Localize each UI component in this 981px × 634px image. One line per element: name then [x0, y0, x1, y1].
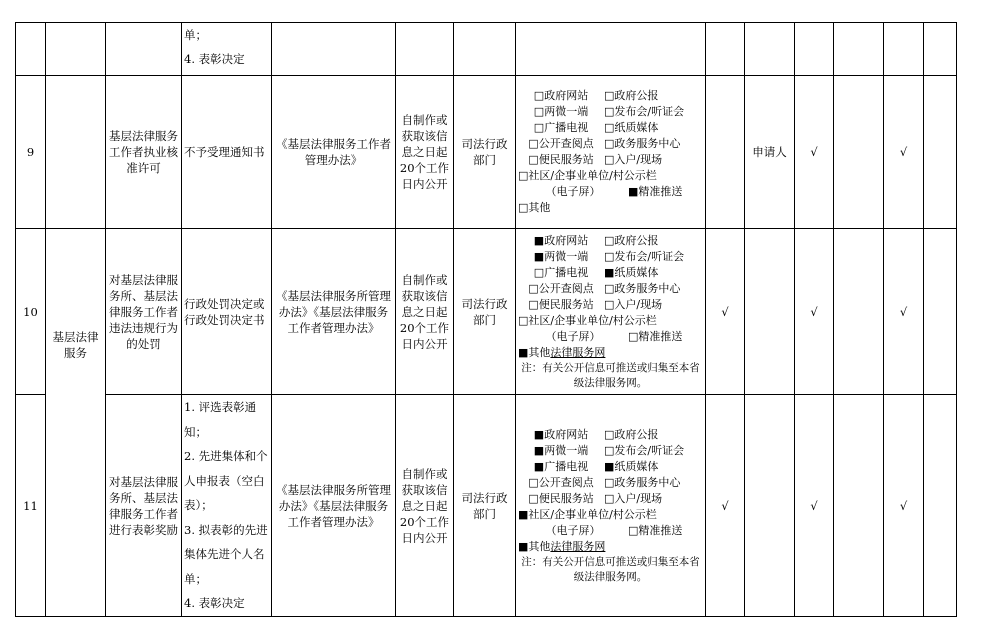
channel-gov-website: ■政府网站 — [533, 233, 589, 247]
legal-basis: 《基层法律服务所管理办法》《基层法律服务工作者管理办法》 — [272, 229, 396, 395]
channel-radio-tv: □广播电视 — [533, 121, 589, 134]
channel-press-hearing: □发布会/听证会 — [604, 105, 685, 118]
channel-service-center: □政务服务中心 — [604, 137, 681, 150]
doc-line: 3. 拟表彰的先进 — [184, 522, 268, 537]
check-mark: √ — [884, 229, 924, 395]
content-cell — [182, 23, 272, 76]
disclosure-timing: 自制作或获取该信息之日起20个工作日内公开 — [396, 76, 454, 229]
disclosure-timing: 自制作或获取该信息之日起20个工作日内公开 — [396, 229, 454, 395]
channel-service-center: □政务服务中心 — [604, 281, 681, 295]
channel-push: □精准推送 — [628, 329, 683, 343]
row-no-cell — [16, 23, 46, 76]
doc-line: 1. 评选表彰通 — [184, 400, 257, 415]
channel-two-micro: ■两微一端 — [533, 249, 589, 263]
channel-gov-gazette: □政府公报 — [604, 233, 659, 247]
disclosure-object — [745, 229, 795, 395]
channel-service-center: □政务服务中心 — [604, 475, 681, 489]
channel-paper-media: ■纸质媒体 — [604, 265, 659, 279]
domain-cell — [46, 23, 106, 76]
disclosure-content: 行政处罚决定或行政处罚决定书 — [182, 229, 272, 395]
disclosure-table — [15, 22, 957, 617]
channel-paper-media: □纸质媒体 — [604, 121, 659, 134]
row-no: 10 — [16, 229, 46, 395]
channel-door: □入户/现场 — [604, 491, 663, 505]
channel-bulletin: ■社区/企事业单位/村公示栏 — [518, 507, 657, 521]
channel-reading-point: □公开查阅点 — [528, 475, 594, 489]
table-row — [16, 395, 957, 617]
channel-press-hearing: □发布会/听证会 — [604, 249, 685, 263]
check-mark: √ — [795, 395, 834, 617]
doc-line: 人申报表（空白 — [184, 473, 265, 488]
table-row — [16, 76, 957, 229]
row-no: 11 — [16, 395, 46, 617]
item-name: 基层法律服务工作者执业核准许可 — [106, 76, 182, 229]
channel-convenience: □便民服务站 — [528, 297, 594, 311]
doc-line: 表）； — [184, 498, 213, 513]
channel-screen: （电子屏） — [545, 329, 601, 343]
channel-press-hearing: □发布会/听证会 — [604, 443, 685, 457]
doc-line: 2. 先进集体和个 — [184, 449, 268, 464]
item-cell — [106, 23, 182, 76]
domain-cell-empty — [46, 76, 106, 229]
channel-door: □入户/现场 — [604, 153, 663, 166]
channel-legal-network: 法律服务网 — [550, 345, 606, 359]
channel-push: □精准推送 — [628, 523, 683, 537]
item-name: 对基层法律服务所、基层法律服务工作者进行表彰奖励 — [106, 395, 182, 617]
check-mark: √ — [795, 76, 834, 229]
service-domain: 基层法律服务 — [46, 229, 106, 617]
channel-screen: （电子屏） — [545, 523, 601, 537]
channel-gov-website: □政府网站 — [533, 89, 589, 102]
disclosure-subject: 司法行政部门 — [454, 76, 516, 229]
check-mark: √ — [795, 229, 834, 395]
channel-note: 注：有关公开信息可推送或归集至本省级法律服务网。 — [521, 361, 700, 389]
disclosure-timing: 自制作或获取该信息之日起20个工作日内公开 — [396, 395, 454, 617]
channel-push: ■精准推送 — [628, 185, 683, 198]
disclosure-content: 不予受理通知书 — [182, 76, 272, 229]
table-row — [16, 23, 957, 76]
disclosure-channels — [516, 76, 706, 229]
channel-bulletin: □社区/企事业单位/村公示栏 — [518, 169, 657, 182]
doc-line: 4. 表彰决定 — [184, 52, 245, 66]
item-name: 对基层法律服务所、基层法律服务工作者违法违规行为的处罚 — [106, 229, 182, 395]
channel-radio-tv: ■广播电视 — [533, 459, 589, 473]
disclosure-subject: 司法行政部门 — [454, 229, 516, 395]
table-row — [16, 229, 957, 395]
channel-other: ■其他 — [518, 345, 551, 359]
doc-line: 单； — [184, 28, 207, 42]
disclosure-object: 申请人 — [745, 76, 795, 229]
channel-gov-gazette: □政府公报 — [604, 427, 659, 441]
legal-basis: 《基层法律服务工作者管理办法》 — [272, 76, 396, 229]
doc-line: 4. 表彰决定 — [184, 596, 245, 611]
channel-screen: （电子屏） — [545, 185, 601, 198]
channel-gov-gazette: □政府公报 — [604, 89, 659, 102]
channel-other: □其他 — [518, 201, 551, 214]
check-mark: √ — [884, 395, 924, 617]
disclosure-channels — [516, 395, 706, 617]
content-cell — [182, 395, 272, 617]
channel-legal-network: 法律服务网 — [550, 539, 606, 553]
check-mark: √ — [884, 76, 924, 229]
channel-reading-point: □公开查阅点 — [528, 137, 594, 150]
channel-gov-website: ■政府网站 — [533, 427, 589, 441]
doc-line: 知； — [184, 424, 207, 439]
channel-other: ■其他 — [518, 539, 551, 553]
doc-line: 集体先进个人名 — [184, 547, 265, 562]
doc-line: 单； — [184, 571, 207, 586]
legal-basis: 《基层法律服务所管理办法》《基层法律服务工作者管理办法》 — [272, 395, 396, 617]
disclosure-channels — [516, 229, 706, 395]
channel-door: □入户/现场 — [604, 297, 663, 311]
channel-note: 注：有关公开信息可推送或归集至本省级法律服务网。 — [521, 555, 700, 583]
disclosure-object — [745, 395, 795, 617]
channel-convenience: □便民服务站 — [528, 153, 594, 166]
check-mark: √ — [706, 395, 745, 617]
channel-paper-media: ■纸质媒体 — [604, 459, 659, 473]
check-mark: √ — [706, 229, 745, 395]
disclosure-subject: 司法行政部门 — [454, 395, 516, 617]
row-no: 9 — [16, 76, 46, 229]
channel-two-micro: ■两微一端 — [533, 443, 589, 457]
channel-bulletin: □社区/企事业单位/村公示栏 — [518, 313, 657, 327]
channel-radio-tv: □广播电视 — [533, 265, 589, 279]
channel-two-micro: □两微一端 — [533, 105, 589, 118]
channel-reading-point: □公开查阅点 — [528, 281, 594, 295]
channel-convenience: □便民服务站 — [528, 491, 594, 505]
